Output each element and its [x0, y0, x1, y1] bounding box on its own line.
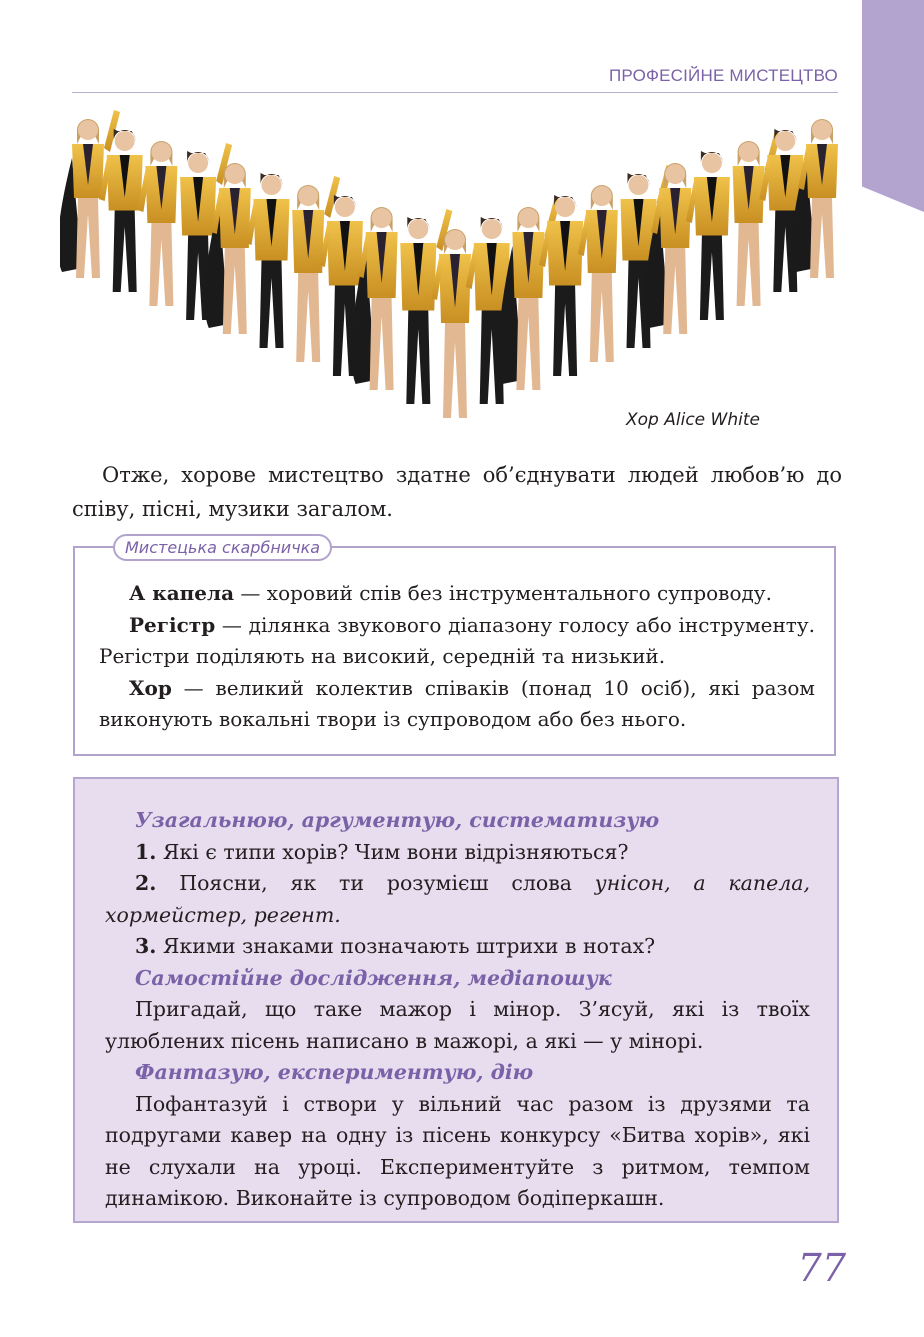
- section-heading-research: Самостійне дослідження, медіапошук: [135, 965, 612, 990]
- tasks-box: [73, 777, 839, 1223]
- intro-paragraph: Отже, хорове мистецтво здатне об’єднувати людей любов’ю до співу, пісні, музики загалом.: [72, 463, 842, 521]
- question-number: 1.: [135, 839, 157, 864]
- glossary-definition: — великий колектив співаків (понад 10 осіб), які разом виконують вокальні твори із супроводом або без нього.: [99, 675, 815, 731]
- glossary-entry: [99, 578, 815, 610]
- glossary-definition: — ділянка звукового діапазону голосу або інструменту. Регістри поділяють на високий, середній та низький.: [99, 612, 815, 668]
- singer-figure: [578, 185, 618, 362]
- singer-figure: [246, 173, 290, 348]
- question-text: Поясни, як ти розумієш слова: [156, 871, 595, 895]
- running-head-text: ПРОФЕСІЙНЕ МИСТЕЦТВО: [608, 66, 838, 85]
- singer-figure: [686, 151, 730, 320]
- question-text: Які є типи хорів? Чим вони відрізняються?: [156, 839, 629, 864]
- section-heading-fantasize: Фантазую, експериментую, дію: [135, 1060, 534, 1084]
- question-2: [105, 868, 810, 931]
- singer-figure: [645, 163, 691, 334]
- question-text: Якими знаками позначають штрихи в нотах?: [156, 934, 656, 958]
- running-head: [72, 62, 838, 93]
- question-3: [105, 931, 810, 963]
- glossary-body: [99, 578, 815, 736]
- glossary-term: Регістр: [129, 612, 216, 637]
- section-heading-generalize: Узагальнюю, аргументую, систематизую: [135, 808, 660, 832]
- research-text: Пригадай, що таке мажор і мінор. З’ясуй, які із твоїх улюблених пісень написано в мажорі, а які — у мінорі.: [105, 997, 810, 1053]
- glossary-label: Мистецька скарбничка: [113, 534, 332, 561]
- glossary-entry: [99, 610, 815, 673]
- choir-photo-illustration: [60, 110, 850, 440]
- photo-caption: Хор Alice White: [626, 410, 760, 430]
- singer-figure: [137, 141, 177, 306]
- question-terms: унісон, а капела, хормейстер, регент.: [105, 871, 811, 927]
- singer-figure: [792, 119, 838, 278]
- tasks-body: [105, 805, 810, 1215]
- singer-figure: [99, 129, 143, 292]
- glossary-term: А капела: [129, 581, 235, 605]
- question-1: [105, 837, 810, 869]
- choir-photo: [60, 110, 850, 440]
- glossary-entry: [99, 673, 815, 736]
- singer-figure: [431, 229, 471, 418]
- question-number: 2.: [135, 871, 157, 895]
- question-number: 3.: [135, 934, 157, 958]
- page-corner-tab: [862, 0, 924, 212]
- page-number: 77: [797, 1246, 846, 1290]
- glossary-term: Хор: [129, 675, 172, 700]
- fantasize-text: Пофантазуй і створи у вільний час разом із друзями та подругами кавер на одну із пісень конкурсу «Битва хорів», які не слухали на уроці. Експериментуйте з ритмом, темпом динамікою. Виконайте із супроводом бодіперкашн.: [105, 1091, 810, 1210]
- glossary-definition: — хоровий спів без інструментального супроводу.: [234, 581, 772, 605]
- singer-figure: [539, 195, 583, 376]
- glossary-box: [73, 538, 836, 756]
